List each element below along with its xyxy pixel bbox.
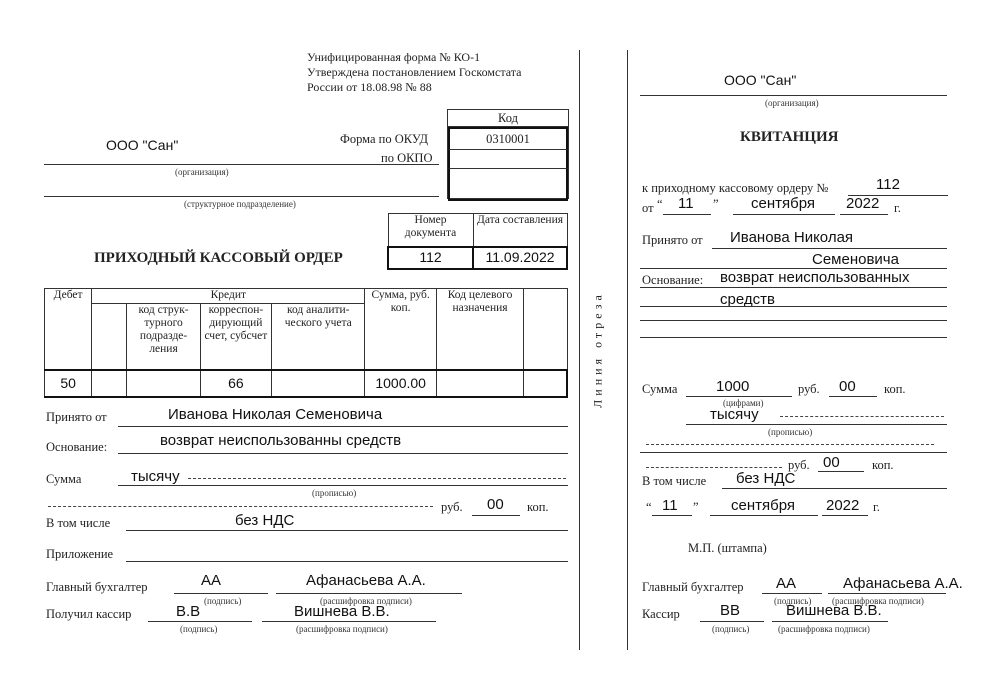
cashier-sign-line [148, 621, 252, 622]
receipt-received-label: Принято от [642, 233, 703, 247]
struct-header: код струк-турного подразде-ления [127, 304, 200, 370]
receipt-chief-sign-caption: (подпись) [774, 596, 812, 606]
receipt-cashier-label: Кассир [642, 607, 680, 621]
chief-sign: АА [201, 572, 222, 589]
kop-label: коп. [527, 500, 549, 514]
basis: возврат неиспользованны средств [160, 432, 402, 449]
cashier-name: Вишнева В.В. [294, 603, 390, 620]
codes-box [447, 109, 569, 199]
okud-label: Форма по ОКУД [340, 132, 428, 146]
org-line [44, 164, 439, 165]
receipt-incl-value: без НДС [736, 470, 796, 487]
receipt-to-order-label: к приходному кассовому ордеру № [642, 181, 829, 195]
doc-number: 112 [388, 247, 473, 269]
receipt-date-suffix: г. [873, 500, 880, 514]
accounting-table [44, 288, 568, 398]
receipt-basis-rule1 [640, 287, 947, 288]
sum-words-caption: (прописью) [312, 488, 357, 498]
receipt-kop-label: коп. [884, 382, 906, 396]
corr-value: 66 [200, 370, 271, 397]
cell-blank-3 [272, 370, 365, 397]
sum-header: Сумма, руб. коп. [365, 289, 436, 370]
receipt-received-rule1 [712, 248, 947, 249]
doc-number-header: Номер документа [388, 214, 473, 247]
receipt-cashier-sign: ВВ [720, 602, 741, 619]
okpo-label: по ОКПО [381, 151, 433, 165]
cell-blank-2 [127, 370, 200, 397]
receipt-rub-label: руб. [798, 382, 820, 396]
receipt-date-month: сентября [731, 497, 796, 514]
received-from-label: Принято от [46, 410, 107, 424]
receipt-year-line [840, 214, 888, 215]
receipt-sum-words: тысячу [710, 406, 759, 423]
receipt-basis-line1: возврат неиспользованных [720, 269, 910, 286]
form-line-1: Унифицированная форма № КО-1 [307, 50, 481, 64]
receipt-sum-digits-line [686, 396, 792, 397]
receipt-stamp-label: М.П. (штампа) [688, 541, 767, 555]
receipt-date-day: 11 [662, 497, 678, 514]
code-header: Код [448, 110, 568, 127]
cell-blank-4 [436, 370, 523, 397]
chief-name-line [276, 593, 462, 594]
receipt-kop-value: 00 [839, 378, 856, 395]
org-name: ООО "Сан" [106, 137, 179, 153]
receipt-basis-line2: средств [720, 291, 775, 308]
kop-value: 00 [487, 496, 504, 513]
blank-header [524, 289, 567, 370]
rub-label: руб. [441, 500, 463, 514]
chief-label: Главный бухгалтер [46, 580, 148, 594]
debit-value: 50 [45, 370, 92, 397]
form-info [307, 50, 521, 95]
receipt-words-dash-3 [646, 467, 782, 468]
receipt-words-dash-2 [646, 444, 934, 445]
doc-date: 11.09.2022 [473, 247, 567, 269]
corr-header: корреспон-дирующий счет, субсчет [200, 304, 271, 370]
receipt-basis-label: Основание: [642, 273, 704, 287]
cashier-name-caption: (расшифровка подписи) [296, 624, 388, 634]
receipt-basis-rule3 [640, 320, 947, 321]
receipt-cashier-sign-line [700, 621, 764, 622]
cut-line-right [627, 50, 628, 650]
receipt-org-name: ООО "Сан" [724, 72, 797, 88]
receipt-basis-rule4 [640, 337, 947, 338]
doc-date-header: Дата составления [473, 214, 567, 247]
division-caption: (структурное подразделение) [184, 199, 296, 209]
receipt-chief-name-caption: (расшифровка подписи) [832, 596, 924, 606]
sum-words: тысячу [131, 468, 180, 485]
cashier-sign-caption: (подпись) [180, 624, 218, 634]
receipt-from-label: от [642, 201, 654, 215]
receipt-chief-name: Афанасьева А.А. [843, 575, 963, 592]
attachment-line [126, 561, 568, 562]
kop-line [472, 515, 520, 516]
receipt-cashier-name-line [772, 621, 888, 622]
receipt-cashier-name: Вишнева В.В. [786, 602, 882, 619]
chief-name-caption: (расшифровка подписи) [320, 596, 412, 606]
chief-sign-caption: (подпись) [204, 596, 242, 606]
receipt-year: 2022 [846, 195, 880, 212]
receipt-date-month-line [710, 515, 818, 516]
analytic-header: код аналити-ческого учета [272, 304, 365, 370]
receipt-month: сентября [751, 195, 816, 212]
cashier-label: Получил кассир [46, 607, 132, 621]
receipt-kop2-value: 00 [823, 454, 840, 471]
receipt-kop2-label: коп. [872, 458, 894, 472]
sum-words-dash-2 [48, 506, 433, 507]
cashier-name-line [262, 621, 436, 622]
incl-value: без НДС [235, 512, 295, 529]
form-line-3: России от 18.08.98 № 88 [307, 80, 432, 94]
received-from-line [118, 426, 568, 427]
receipt-day: 11 [678, 195, 694, 212]
receipt-day-line [663, 214, 711, 215]
receipt-sum-words-line [686, 424, 947, 425]
receipt-received-line2: Семеновича [812, 251, 899, 268]
form-line-2: Утверждена постановлением Госкомстата [307, 65, 522, 79]
okud-value: 0310001 [448, 127, 568, 150]
receipt-chief-label: Главный бухгалтер [642, 580, 744, 594]
basis-line [118, 453, 568, 454]
receipt-cashier-sign-caption: (подпись) [712, 624, 750, 634]
receipt-quote-close: ” [713, 197, 719, 211]
receipt-date-day-line [652, 515, 692, 516]
receipt-words-line-2 [640, 452, 947, 453]
sum-line [118, 485, 568, 486]
division-line [44, 196, 439, 197]
incl-label: В том числе [46, 516, 111, 530]
receipt-date-year-line [822, 515, 868, 516]
cashier-sign: В.В [176, 603, 201, 620]
receipt-digits-caption: (цифрами) [723, 398, 764, 408]
okpo-value [448, 150, 568, 169]
chief-sign-line [174, 593, 268, 594]
receipt-words-caption: (прописью) [768, 427, 813, 437]
receipt-sum-label: Сумма [642, 382, 678, 396]
doc-number-table [387, 213, 568, 270]
chief-name: Афанасьева А.А. [306, 572, 426, 589]
cell-blank-5 [524, 370, 567, 397]
receipt-incl-line [722, 488, 947, 489]
credit-header: Кредит [92, 289, 365, 304]
receipt-rub2-label: руб. [788, 458, 810, 472]
receipt-kop2-line [818, 471, 864, 472]
receipt-chief-sign: АА [776, 575, 797, 592]
received-from: Иванова Николая Семеновича [168, 406, 383, 423]
sum-value: 1000.00 [365, 370, 436, 397]
org-caption: (организация) [175, 167, 229, 177]
credit-blank [92, 304, 127, 370]
sum-label: Сумма [46, 472, 82, 486]
order-title: ПРИХОДНЫЙ КАССОВЫЙ ОРДЕР [94, 250, 343, 266]
receipt-chief-name-line [828, 593, 946, 594]
cut-line-label: Линия отреза [590, 291, 605, 408]
receipt-date-year: 2022 [826, 497, 860, 514]
receipt-received-line1: Иванова Николая [730, 229, 854, 246]
receipt-incl-label: В том числе [642, 474, 707, 488]
cut-line-left [579, 50, 580, 650]
receipt-quote-open: “ [657, 197, 663, 211]
receipt-date-quote-open: “ [646, 500, 652, 514]
receipt-org-caption: (организация) [765, 98, 819, 108]
receipt-basis-rule2 [640, 306, 947, 307]
receipt-kop-line [829, 396, 877, 397]
sum-words-dash [188, 478, 566, 479]
incl-line [126, 530, 568, 531]
receipt-month-line [733, 214, 835, 215]
receipt-date-quote-close: ” [693, 500, 699, 514]
blank-code [448, 169, 568, 201]
receipt-order-number: 112 [876, 176, 900, 193]
receipt-org-line [640, 95, 947, 96]
receipt-title: КВИТАНЦИЯ [740, 129, 839, 145]
attachment-label: Приложение [46, 547, 114, 561]
receipt-year-suffix: г. [894, 201, 901, 215]
purpose-header: Код целевого назначения [436, 289, 523, 370]
receipt-chief-sign-line [762, 593, 822, 594]
cell-blank-1 [92, 370, 127, 397]
debit-header: Дебет [45, 289, 92, 370]
receipt-sum-words-dash [780, 416, 944, 417]
basis-label: Основание: [46, 440, 108, 454]
receipt-sum-digits: 1000 [716, 378, 750, 395]
receipt-cashier-name-caption: (расшифровка подписи) [778, 624, 870, 634]
